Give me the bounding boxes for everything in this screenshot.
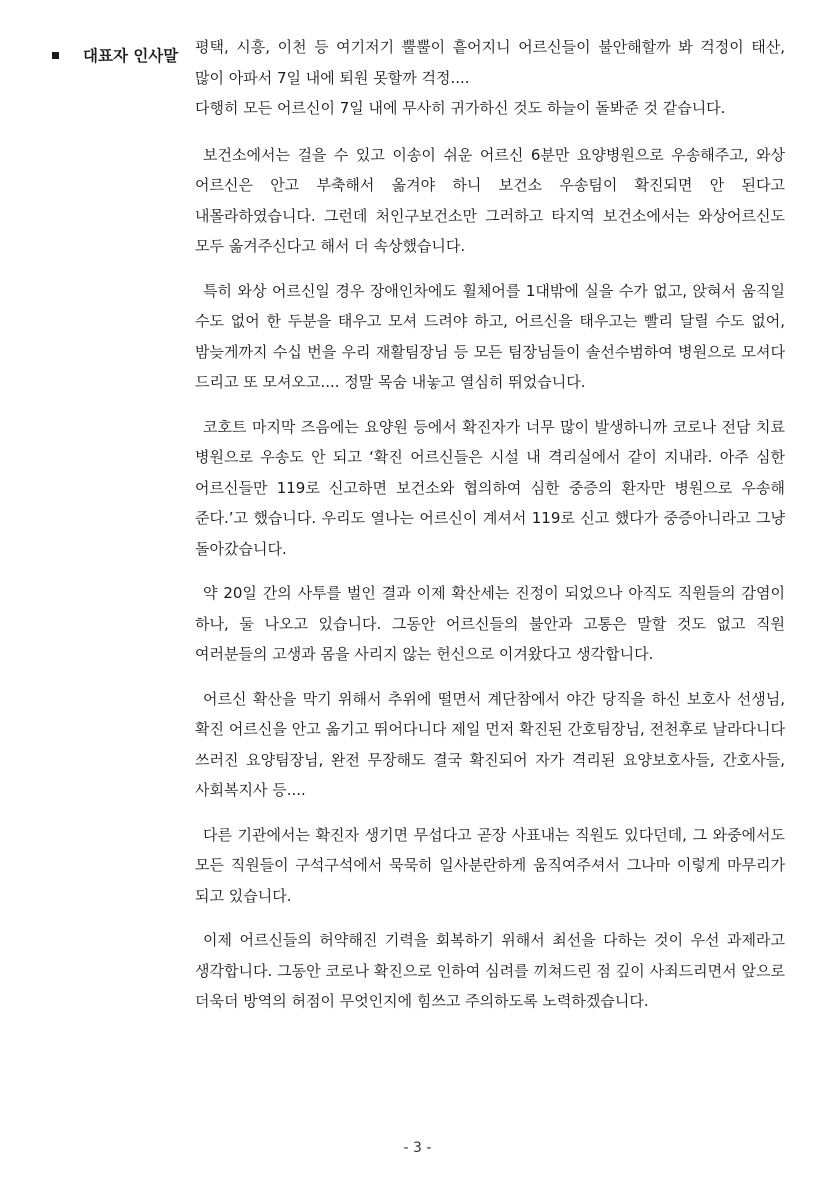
paragraph-7: 다른 기관에서는 확진자 생기면 무섭다고 곧장 사표내는 직원도 있다던데, 그 와중에서도 모든 직원들이 구석구석에서 묵묵히 일사분란하게 움직여주셔서 그나마 이렇게 마무리가 되고 있습니다.: [195, 825, 785, 905]
paragraph-4: 코호트 마지막 즈음에는 요양원 등에서 확진자가 너무 많이 발생하니까 코로나 전담 치료 병원으로 우송도 안 되고 ‘확진 어르신들은 시설 내 격리실에서 같이 지내라. 아주 심한 어르신들만 119로 신고하면 보건소와 협의하여 심한 중증의 환자만 병원으로 우송해 준다.’고 했습니다. 우리도 열나는 어르신이 계셔서 119로 신고 했다가 중증아니라고 그냥 돌아갔습니다.: [195, 417, 785, 558]
greeting-body: [195, 32, 785, 1031]
paragraph-8: 이제 어르신들의 허약해진 기력을 회복하기 위해서 최선을 다하는 것이 우선 과제라고 생각합니다. 그동안 코로나 확진으로 인하여 심려를 끼쳐드린 점 깊이 사죄드리면서 앞으로 더욱더 방역의 허점이 무엇인지에 힘쓰고 주의하도록 노력하겠습니다.: [195, 931, 785, 1010]
paragraph-1-line-1: 평택, 시흥, 이천 등 여기저기 뿔뿔이 흩어지니 어르신들이 불안해할까 봐 걱정이 태산, 많이 아파서 7일 내에 퇴원 못할까 걱정....: [195, 38, 785, 87]
square-bullet-icon: [52, 52, 59, 59]
paragraph-5: 약 20일 간의 사투를 벌인 결과 이제 확산세는 진정이 되었으나 아직도 직원들의 감염이 하나, 둘 나오고 있습니다. 그동안 어르신들의 불안과 고통은 말할 것도 없고 직원 여러분들의 고생과 몸을 사리지 않는 헌신으로 이겨왔다고 생각합니다.: [195, 584, 785, 663]
paragraph-6: 어르신 확산을 막기 위해서 추위에 떨면서 계단참에서 야간 당직을 하신 보호사 선생님, 확진 어르신을 안고 옮기고 뛰어다니다 제일 먼저 확진된 간호팀장님, 전천후로 날라다니다 쓰러진 요양팀장님, 완전 무장해도 결국 확진되어 자가 격리된 요양보호사들, 간호사들, 사회복지사 등....: [195, 689, 785, 799]
section-title: 대표자 인사말: [83, 47, 179, 65]
page-number: - 3 -: [403, 1140, 432, 1156]
paragraph-1-line-2: 다행히 모든 어르신이 7일 내에 무사히 귀가하신 것도 하늘이 돌봐준 것 같습니다.: [195, 99, 726, 117]
paragraph-3: 특히 와상 어르신일 경우 장애인차에도 휠체어를 1대밖에 실을 수가 없고, 앉혀서 움직일 수도 없어 한 두분을 태우고 모셔 드려야 하고, 어르신을 태우고는 빨리 달릴 수도 없어, 밤늦게까지 수십 번을 우리 재활팀장님 등 모든 팀장님들이 솔선수범하여 병원으로 모셔다 드리고 또 모셔오고.... 정말 목숨 내놓고 열심히 뛰었습니다.: [195, 281, 785, 391]
section-heading: [52, 44, 178, 66]
paragraph-2: 보건소에서는 걸을 수 있고 이송이 쉬운 어르신 6분만 요양병원으로 우송해주고, 와상 어르신은 안고 부축해서 옮겨야 하니 보건소 우송팀이 확진되면 안 된다고 내몰라하였습니다. 그런데 처인구보건소만 그러하고 타지역 보건소에서는 와상어르신도 모두 옮겨주신다고 해서 더 속상했습니다.: [195, 145, 785, 255]
paragraph-1: [195, 32, 785, 124]
